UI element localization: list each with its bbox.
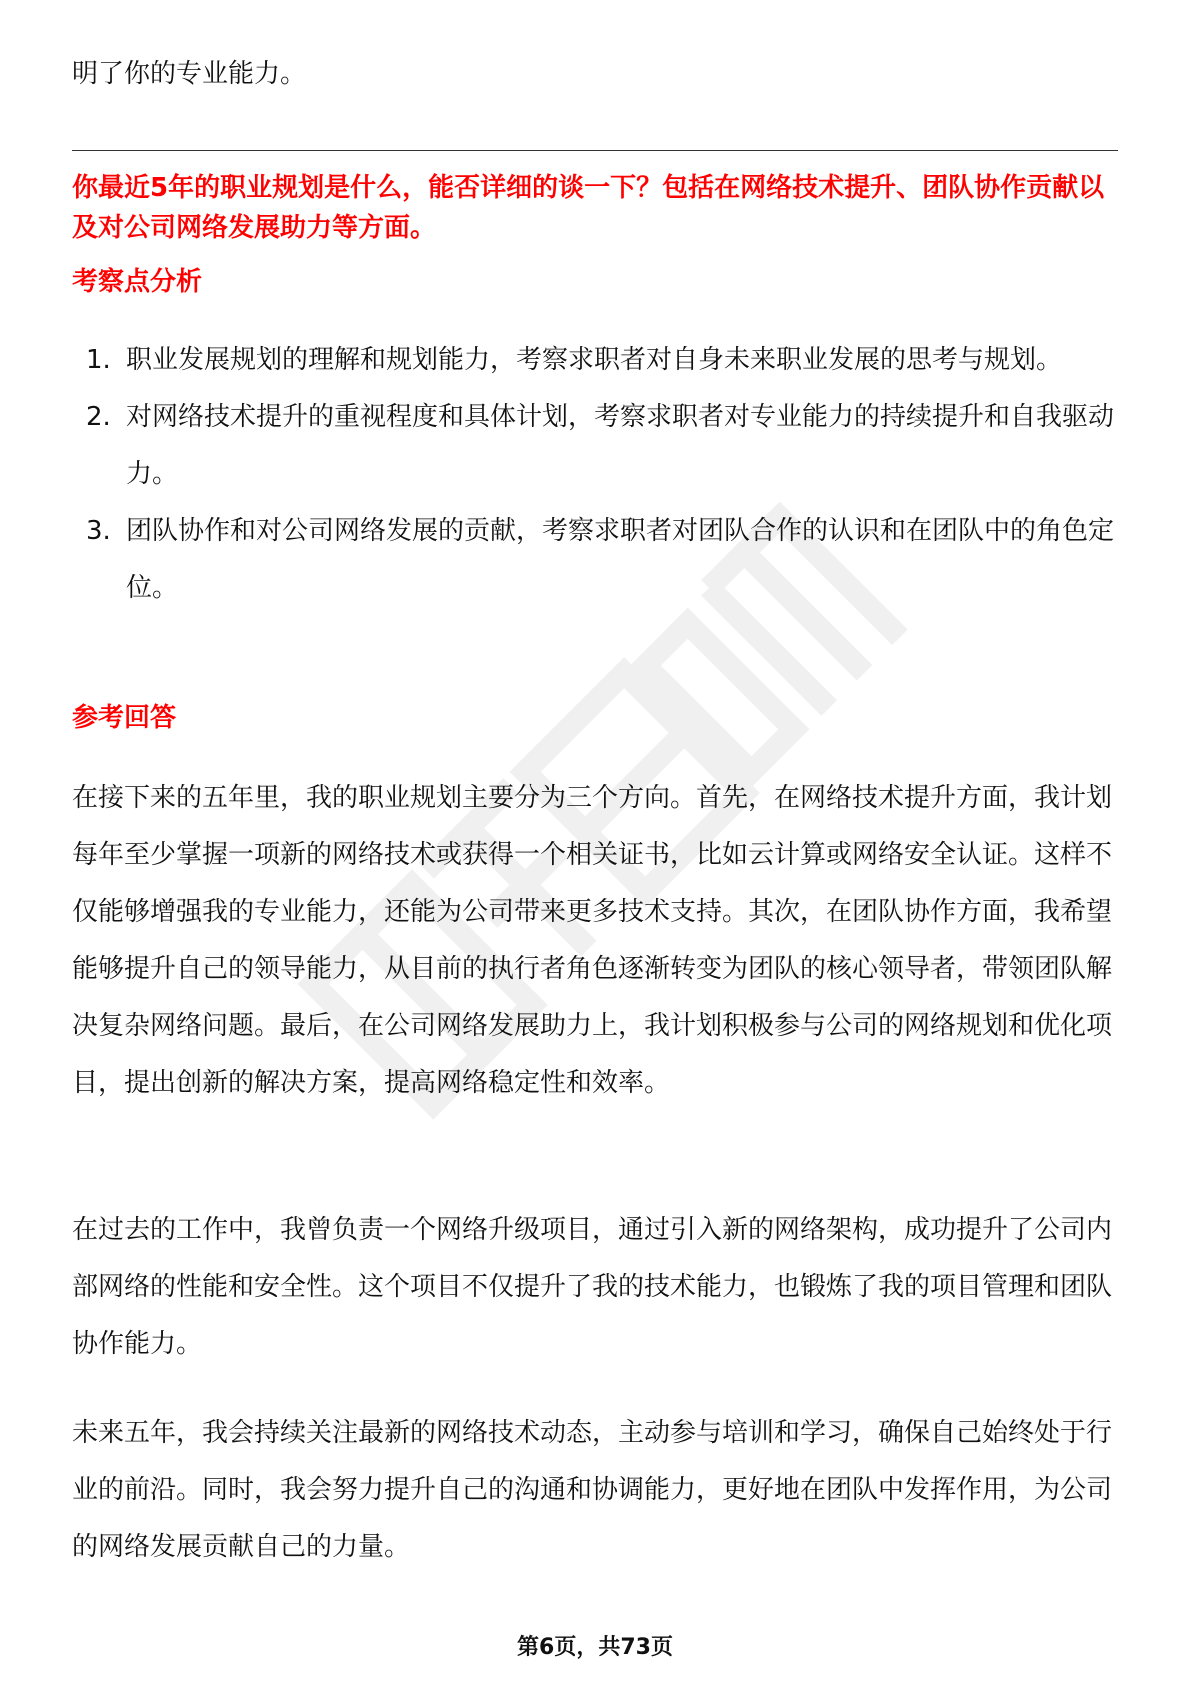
page-footer: 第6页，共73页 — [517, 1635, 673, 1660]
analysis-list — [72, 332, 1118, 617]
list-item — [72, 389, 1118, 503]
answer-paragraph: 未来五年，我会持续关注最新的网络技术动态，主动参与培训和学习，确保自己始终处于行业的前沿。同时，我会努力提升自己的沟通和协调能力，更好地在团队中发挥作用，为公司的网络发展贡献自己的力量。 — [72, 1418, 1113, 1562]
list-item-text: 团队协作和对公司网络发展的贡献，考察求职者对团队合作的认识和在团队中的角色定位。 — [126, 516, 1115, 603]
document-page — [72, 0, 1118, 1684]
list-item-number: 3. — [86, 516, 111, 546]
list-item — [72, 332, 1118, 389]
list-item — [72, 503, 1118, 617]
analysis-heading: 考察点分析 — [72, 267, 203, 297]
list-item-number: 1. — [86, 345, 111, 375]
list-item-text: 对网络技术提升的重视程度和具体计划，考察求职者对专业能力的持续提升和自我驱动力。 — [126, 402, 1115, 489]
list-item-number: 2. — [86, 402, 111, 432]
answer-paragraph: 在接下来的五年里，我的职业规划主要分为三个方向。首先，在网络技术提升方面，我计划每年至少掌握一项新的网络技术或获得一个相关证书，比如云计算或网络安全认证。这样不仅能够增强我的专业能力，还能为公司带来更多技术支持。其次，在团队协作方面，我希望能够提升自己的领导能力，从目前的执行者角色逐渐转变为团队的核心领导者，带领团队解决复杂网络问题。最后，在公司网络发展助力上，我计划积极参与公司的网络规划和优化项目，提出创新的解决方案，提高网络稳定性和效率。 — [72, 783, 1113, 1098]
answer-paragraph: 在过去的工作中，我曾负责一个网络升级项目，通过引入新的网络架构，成功提升了公司内部网络的性能和安全性。这个项目不仅提升了我的技术能力，也锻炼了我的项目管理和团队协作能力。 — [72, 1215, 1113, 1359]
answer-heading: 参考回答 — [72, 703, 177, 733]
question-title: 你最近5年的职业规划是什么，能否详细的谈一下？包括在网络技术提升、团队协作贡献以及对公司网络发展助力等方面。 — [72, 173, 1105, 243]
list-item-text: 职业发展规划的理解和规划能力，考察求职者对自身未来职业发展的思考与规划。 — [126, 345, 1063, 375]
section-divider — [72, 150, 1118, 151]
lead-text: 明了你的专业能力。 — [72, 59, 307, 89]
